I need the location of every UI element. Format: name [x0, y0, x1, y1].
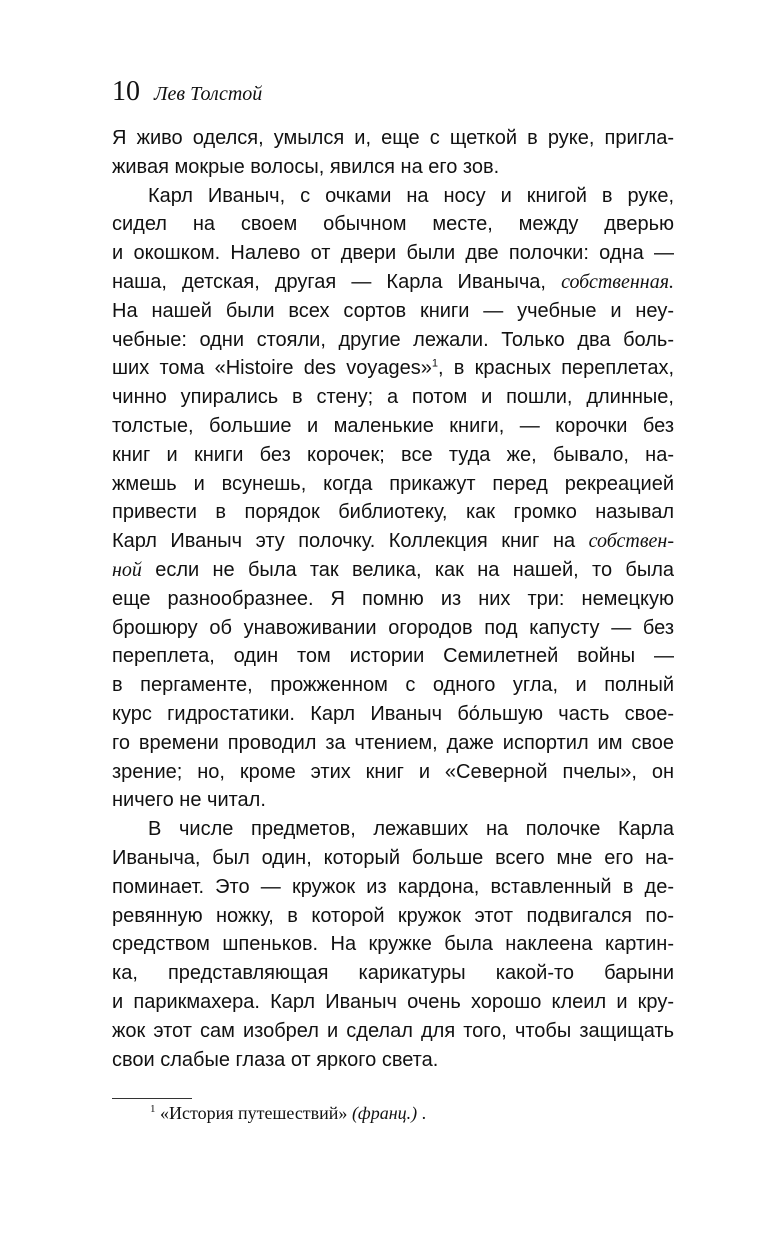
text-run: книг и книги без корочек; все туда же, бывало, на-	[112, 443, 674, 466]
page-header	[112, 76, 262, 108]
text-line	[112, 902, 674, 931]
footnote-end: .	[421, 1103, 427, 1123]
text-line	[112, 959, 674, 988]
text-line	[112, 297, 674, 326]
text-line	[112, 671, 674, 700]
text-run: толстые, большие и маленькие книги, — корочки без	[112, 414, 674, 437]
text-run: жок этот сам изобрел и сделал для того, чтобы защищать	[112, 1019, 674, 1042]
text-line	[112, 758, 674, 787]
text-run: и парикмахера. Карл Иваныч очень хорошо клеил и кру-	[112, 990, 674, 1013]
text-run: брошюру об унавоживании огородов под капусту — без	[112, 616, 674, 639]
italic-text: ной	[112, 558, 142, 581]
footnote-note: (франц.)	[351, 1103, 418, 1123]
text-line	[112, 210, 674, 239]
text-line	[112, 1046, 674, 1075]
text-run: поминает. Это — кружок из кардона, вставленный в де-	[112, 875, 674, 898]
footnote-text: «История путешествий»	[160, 1103, 352, 1123]
text-run: свои слабые глаза от яркого света.	[112, 1048, 439, 1071]
text-run: в пергаменте, прожженном с одного угла, и полный	[112, 674, 674, 697]
text-line	[112, 153, 674, 182]
text-line	[112, 182, 674, 211]
text-run: ничего не читал.	[112, 789, 266, 812]
text-line	[112, 412, 674, 441]
text-line	[112, 124, 674, 153]
text-line	[112, 498, 674, 527]
text-line	[112, 470, 674, 499]
text-run: Я живо оделся, умылся и, еще с щеткой в руке, пригла-	[112, 127, 674, 149]
text-line	[112, 642, 674, 671]
text-run: , в красных переплетах,	[437, 357, 674, 380]
text-run: привести в порядок библиотеку, как громко называл	[112, 501, 674, 524]
page-number: 10	[112, 76, 140, 107]
text-run: если не была так велика, как на нашей, то была	[141, 558, 674, 581]
text-line	[112, 815, 674, 844]
text-line	[112, 239, 674, 268]
italic-text: собственная.	[561, 270, 674, 293]
text-line	[112, 268, 674, 297]
text-run: го времени проводил за чтением, даже испортил им свое	[112, 731, 674, 754]
text-line	[112, 614, 674, 643]
text-line	[112, 1017, 674, 1046]
text-line	[112, 527, 674, 556]
text-line	[112, 729, 674, 758]
body-text	[112, 124, 674, 1074]
text-run: Карл Иваныч, с очками на носу и книгой в руке,	[148, 184, 674, 207]
text-line	[112, 441, 674, 470]
text-run: живая мокрые волосы, явился на его зов.	[112, 155, 500, 178]
text-line	[112, 786, 674, 815]
text-run: переплета, один том истории Семилетней войны —	[112, 645, 674, 668]
text-line	[112, 354, 674, 383]
italic-text: собствен-	[588, 530, 674, 553]
text-run: наша, детская, другая — Карла Иваныча,	[112, 270, 562, 293]
text-run: Карл Иваныч эту полочку. Коллекция книг на	[112, 530, 589, 553]
text-run: курс гидростатики. Карл Иваныч бо́льшую часть свое-	[112, 702, 674, 725]
text-line	[112, 700, 674, 729]
text-run: В числе предметов, лежавших на полочке Карла	[148, 818, 674, 841]
text-run: зрение; но, кроме этих книг и «Северной пчелы», он	[112, 760, 674, 783]
footnote-rule	[112, 1098, 192, 1099]
text-run: еще разнообразнее. Я помню из них три: немецкую	[112, 587, 674, 610]
text-run: На нашей были всех сортов книги — учебные и неу-	[112, 299, 674, 322]
text-line	[112, 556, 674, 585]
text-run: средством шпеньков. На кружке была наклеена картин-	[112, 933, 674, 956]
text-run: и окошком. Налево от двери были две полочки: одна —	[112, 242, 674, 265]
text-run: чинно упирались в стену; а потом и пошли, длинные,	[112, 386, 674, 409]
text-line	[112, 930, 674, 959]
text-line	[112, 873, 674, 902]
text-run: ревянную ножку, в которой кружок этот подвигался по-	[112, 904, 674, 927]
text-run: ших тома «Histoire des voyages»	[112, 357, 432, 380]
running-head: Лев Толстой	[154, 83, 263, 105]
text-run: ка, представляющая карикатуры какой-то барыни	[112, 962, 674, 985]
text-run: чебные: одни стояли, другие лежали. Только два боль-	[112, 328, 674, 351]
footnote-reference: 1	[431, 357, 438, 370]
text-run: Иваныча, был один, который больше всего мне его на-	[112, 846, 674, 869]
text-line	[112, 585, 674, 614]
text-run: сидел на своем обычном месте, между дверью	[112, 213, 674, 236]
text-run: жмешь и всунешь, когда прикажут перед рекреацией	[112, 472, 674, 495]
footnote-mark: 1	[150, 1103, 156, 1115]
footnote	[150, 1100, 426, 1126]
text-line	[112, 383, 674, 412]
text-line	[112, 326, 674, 355]
text-line	[112, 988, 674, 1017]
text-line	[112, 844, 674, 873]
